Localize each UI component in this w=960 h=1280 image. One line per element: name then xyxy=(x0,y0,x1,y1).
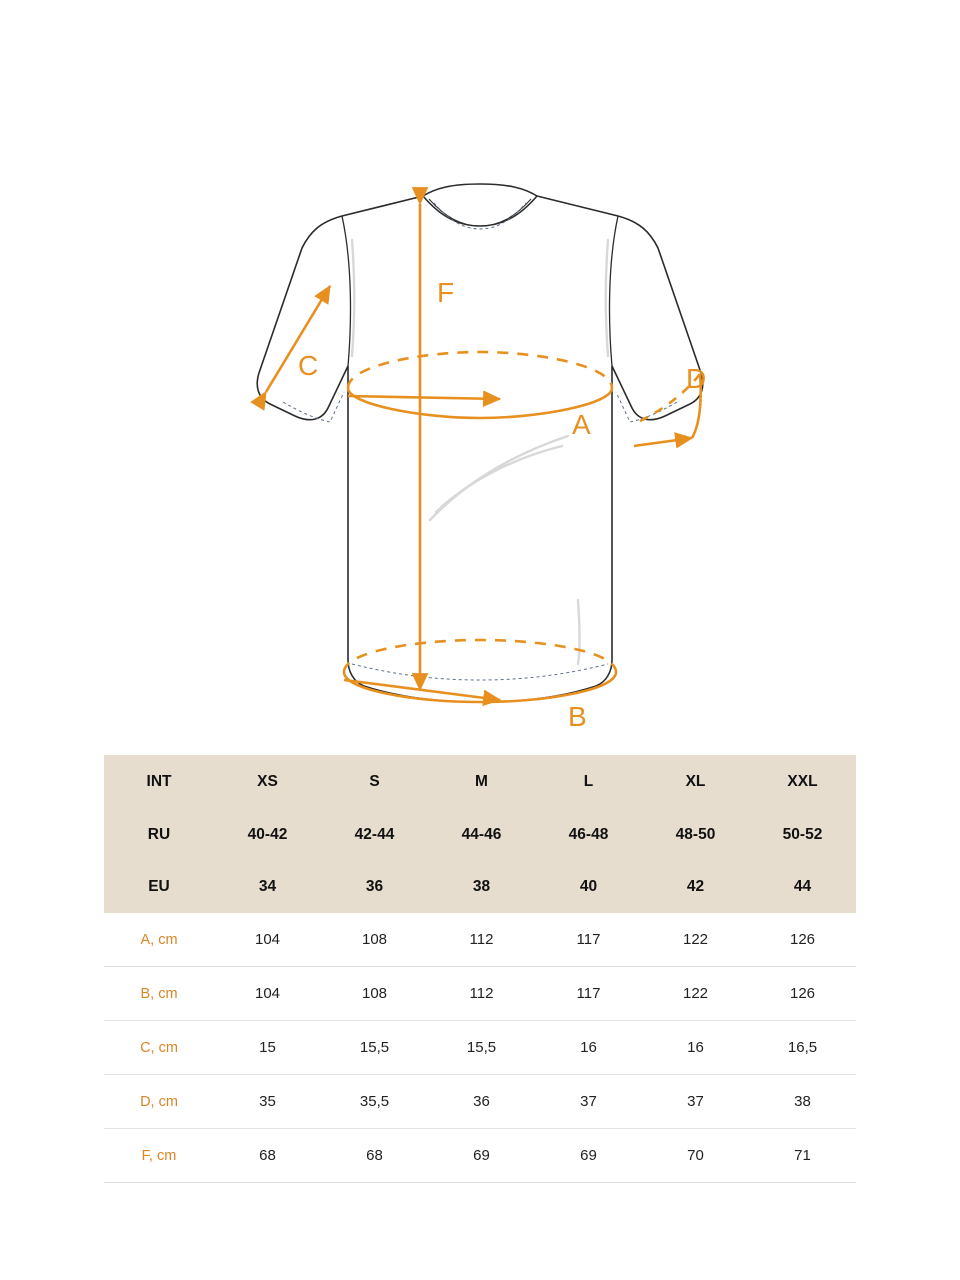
table-cell: 68 xyxy=(214,1129,321,1183)
table-cell: 69 xyxy=(535,1129,642,1183)
row-label-a: A, cm xyxy=(104,913,214,967)
header-cell-l: L xyxy=(535,755,642,809)
measure-label-B: B xyxy=(568,701,587,732)
table-cell: 108 xyxy=(321,967,428,1021)
table-cell: 108 xyxy=(321,913,428,967)
header-cell-xxl: XXL xyxy=(749,755,856,809)
row-label-f: F, cm xyxy=(104,1129,214,1183)
table-cell: 38 xyxy=(749,1075,856,1129)
table-cell: 71 xyxy=(749,1129,856,1183)
row-label-c: C, cm xyxy=(104,1021,214,1075)
table-cell: 122 xyxy=(642,913,749,967)
table-cell: 36 xyxy=(321,861,428,913)
header-cell-m: M xyxy=(428,755,535,809)
table-row xyxy=(104,1075,856,1129)
table-cell: 15,5 xyxy=(428,1021,535,1075)
table-cell: 16 xyxy=(535,1021,642,1075)
table-cell: 16 xyxy=(642,1021,749,1075)
table-cell: 15 xyxy=(214,1021,321,1075)
table-cell: 16,5 xyxy=(749,1021,856,1075)
table-cell: 50-52 xyxy=(749,809,856,861)
table-cell: 126 xyxy=(749,913,856,967)
table-cell: 46-48 xyxy=(535,809,642,861)
table-cell: 70 xyxy=(642,1129,749,1183)
shirt-outline xyxy=(257,184,703,702)
table-header-row-eu xyxy=(104,861,856,913)
table-cell: 112 xyxy=(428,913,535,967)
size-table xyxy=(104,755,856,1183)
measure-label-C: C xyxy=(298,350,319,381)
table-cell: 68 xyxy=(321,1129,428,1183)
table-cell: 15,5 xyxy=(321,1021,428,1075)
table-cell: 117 xyxy=(535,913,642,967)
table-row xyxy=(104,913,856,967)
header-cell-xl: XL xyxy=(642,755,749,809)
table-cell: 35,5 xyxy=(321,1075,428,1129)
table-cell: 44 xyxy=(749,861,856,913)
measure-label-D: D xyxy=(686,363,707,394)
table-cell: 69 xyxy=(428,1129,535,1183)
table-row xyxy=(104,1129,856,1183)
table-cell: 38 xyxy=(428,861,535,913)
table-row xyxy=(104,967,856,1021)
header-label-eu: EU xyxy=(104,861,214,913)
table-cell: 122 xyxy=(642,967,749,1021)
header-cell-xs: XS xyxy=(214,755,321,809)
table-cell: 44-46 xyxy=(428,809,535,861)
table-cell: 37 xyxy=(535,1075,642,1129)
header-label-int: INT xyxy=(104,755,214,809)
table-cell: 35 xyxy=(214,1075,321,1129)
table-row xyxy=(104,1021,856,1075)
header-cell-s: S xyxy=(321,755,428,809)
table-cell: 48-50 xyxy=(642,809,749,861)
table-cell: 42-44 xyxy=(321,809,428,861)
header-label-ru: RU xyxy=(104,809,214,861)
table-cell: 126 xyxy=(749,967,856,1021)
row-label-b: B, cm xyxy=(104,967,214,1021)
measure-label-A: A xyxy=(572,409,591,440)
table-header-row-ru xyxy=(104,809,856,861)
table-cell: 36 xyxy=(428,1075,535,1129)
table-cell: 104 xyxy=(214,967,321,1021)
table-cell: 42 xyxy=(642,861,749,913)
table-cell: 40 xyxy=(535,861,642,913)
table-cell: 112 xyxy=(428,967,535,1021)
table-cell: 104 xyxy=(214,913,321,967)
measure-label-F: F xyxy=(437,277,455,308)
row-label-d: D, cm xyxy=(104,1075,214,1129)
table-cell: 40-42 xyxy=(214,809,321,861)
table-header-row-int xyxy=(104,755,856,809)
table-cell: 37 xyxy=(642,1075,749,1129)
table-cell: 117 xyxy=(535,967,642,1021)
table-cell: 34 xyxy=(214,861,321,913)
